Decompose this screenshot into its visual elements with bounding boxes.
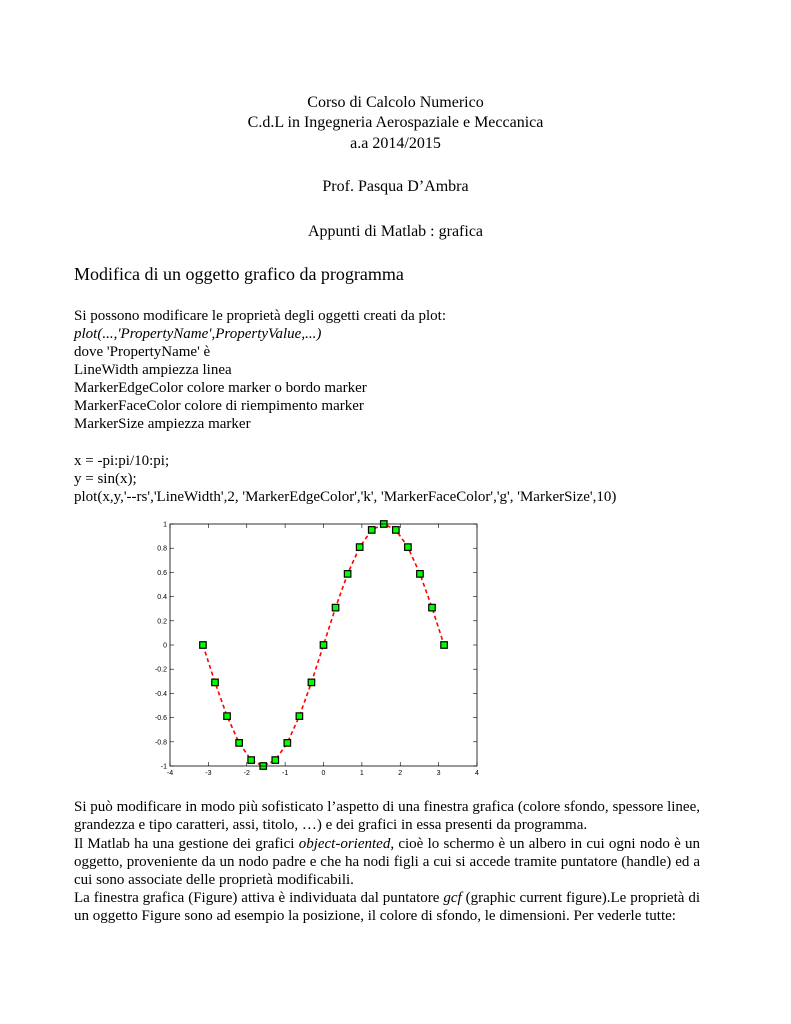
y-tick-label: 0.6 xyxy=(157,569,167,577)
x-tick-label: -1 xyxy=(282,770,289,777)
data-marker xyxy=(308,679,315,686)
y-tick-label: 0.2 xyxy=(157,618,167,626)
y-tick-label: 0.8 xyxy=(157,545,167,553)
y-tick-label: -1 xyxy=(160,763,167,771)
paragraph-text: (graphic current figure).Le proprietà di un oggetto Figure sono ad esempio la posizione, il colore di sfondo, le dimensioni. Per vederle tutte: xyxy=(74,890,701,925)
paragraph-text: , cioè lo schermo è un albero in cui ogni nodo è un oggetto, proveniente da un nodo padre e che ha nodi figli a cui si accede tramite puntatore (handle) ed a cui sono associate delle proprietà modificabili. xyxy=(74,836,701,889)
data-marker xyxy=(429,604,436,611)
data-marker xyxy=(320,642,327,649)
paragraph xyxy=(74,889,700,925)
y-tick-label: -0.8 xyxy=(154,739,167,747)
data-marker xyxy=(332,604,339,611)
paragraph-text: Il Matlab ha una gestione dei grafici xyxy=(74,836,299,852)
degree-title: C.d.L in Ingegneria Aerospaziale e Meccanica xyxy=(247,114,544,131)
y-tick-label: -0.2 xyxy=(154,666,167,674)
code-line: y = sin(x); xyxy=(74,471,137,487)
code-line: plot(x,y,'--rs','LineWidth',2, 'MarkerEdgeColor','k', 'MarkerFaceColor','g', 'MarkerSize',10) xyxy=(74,489,617,505)
paragraph: Si può modificare in modo più sofisticato l’aspetto di una finestra grafica (colore sfondo, spessore linee, grandezza e tipo caratteri, assi, titolo, …) e dei grafici in essa presenti da programma. xyxy=(74,799,700,834)
x-tick-label: 4 xyxy=(475,770,479,777)
code-line: x = -pi:pi/10:pi; xyxy=(74,453,170,469)
x-tick-label: -2 xyxy=(243,770,250,777)
course-title: Corso di Calcolo Numerico xyxy=(307,94,484,111)
paragraph-text: La finestra grafica (Figure) attiva è individuata dal puntatore xyxy=(74,890,444,906)
y-tick-label: -0.4 xyxy=(154,690,167,698)
data-marker xyxy=(236,740,243,747)
property-item: MarkerEdgeColor colore marker o bordo marker xyxy=(74,380,367,396)
y-tick-label: 1 xyxy=(163,521,167,529)
data-marker xyxy=(344,571,351,578)
data-marker xyxy=(417,571,424,578)
data-marker xyxy=(272,757,279,764)
x-tick-label: 1 xyxy=(359,770,364,777)
data-marker xyxy=(224,713,231,720)
data-marker xyxy=(248,757,255,764)
data-marker xyxy=(441,642,448,649)
y-tick-label: 0.4 xyxy=(157,594,167,602)
notes-subject: Appunti di Matlab : grafica xyxy=(307,223,484,240)
data-marker xyxy=(284,740,291,747)
emphasis: object-oriented xyxy=(298,836,391,852)
data-marker xyxy=(368,527,375,534)
data-marker xyxy=(296,713,303,720)
data-marker xyxy=(393,527,400,534)
property-item: MarkerSize ampiezza marker xyxy=(74,416,251,432)
data-marker xyxy=(356,544,363,551)
property-item: MarkerFaceColor colore di riempimento marker xyxy=(74,398,364,414)
x-tick-label: 3 xyxy=(436,770,441,777)
x-tick-label: 2 xyxy=(398,770,403,777)
x-tick-label: -4 xyxy=(166,770,174,777)
data-marker xyxy=(405,544,412,551)
section-heading: Modifica di un oggetto grafico da programma xyxy=(74,264,404,284)
sine-plot xyxy=(140,512,490,780)
paragraph xyxy=(74,835,700,890)
plot-syntax: plot(...,'PropertyName',PropertyValue,...) xyxy=(74,326,322,342)
academic-year: a.a 2014/2015 xyxy=(350,135,441,152)
property-intro: dove 'PropertyName' è xyxy=(74,344,211,360)
x-tick-label: -3 xyxy=(205,770,212,777)
y-tick-label: 0 xyxy=(163,642,167,650)
intro-line: Si possono modificare le proprietà degli oggetti creati da plot: xyxy=(74,308,446,324)
emphasis: gcf xyxy=(443,890,462,906)
y-tick-label: -0.6 xyxy=(154,715,167,723)
data-marker xyxy=(200,642,207,649)
professor-name: Prof. Pasqua D’Ambra xyxy=(322,178,469,195)
x-tick-label: 0 xyxy=(321,770,326,777)
property-item: LineWidth ampiezza linea xyxy=(74,362,232,378)
data-marker xyxy=(212,679,219,686)
